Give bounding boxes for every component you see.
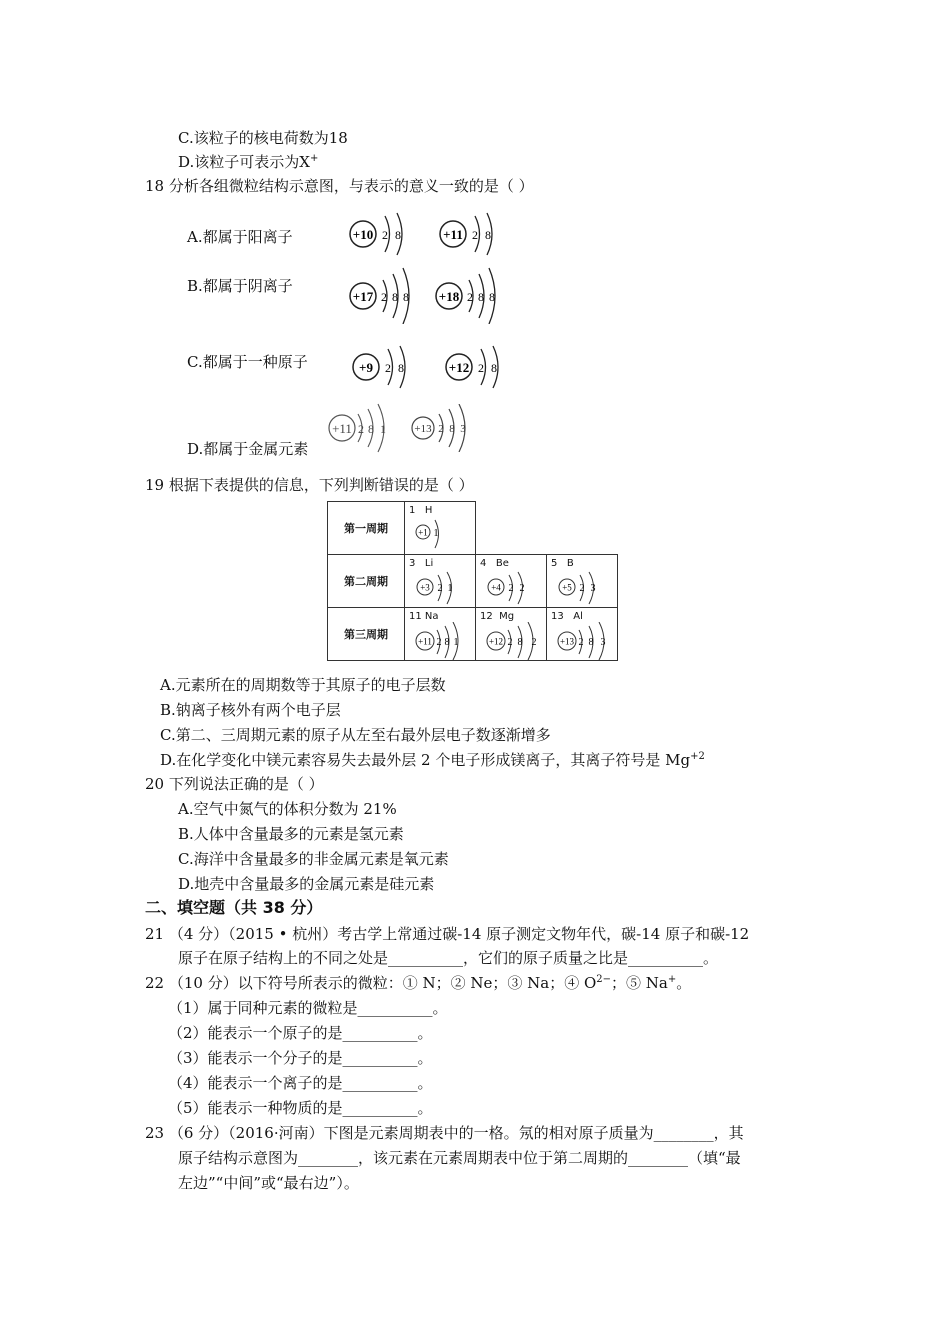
shell-electrons: 8 <box>588 637 594 648</box>
shell-electrons: 8 <box>403 290 409 304</box>
atom-diagram <box>415 622 477 660</box>
atom-diagram <box>486 569 546 607</box>
nucleus-charge: +3 <box>420 582 430 593</box>
shell-electrons: 8 <box>489 290 495 304</box>
element-cell-li <box>405 555 476 608</box>
nucleus-charge: +12 <box>488 636 504 647</box>
nucleus-charge: +5 <box>562 582 572 593</box>
q23-line-2: 原子结构示意图为________，该元素在元素周期表中位于第二周期的________（填“最 <box>178 1149 741 1167</box>
atom-diagram <box>415 569 475 607</box>
q22-stem: 22 （10 分）以下符号所表示的微粒：① N；② Ne；③ Na；④ $O^{2-}$；⑤ Na+。 <box>145 974 692 992</box>
q22-item-5: （5）能表示一种物质的是__________。 <box>168 1099 433 1117</box>
shell-electrons: 2 <box>437 583 443 594</box>
q20-option-b: B.人体中含量最多的元素是氢元素 <box>178 825 404 843</box>
q18-c-atom-1-diagram <box>350 343 420 389</box>
shell-electrons: 3 <box>600 637 606 648</box>
nucleus-charge: +4 <box>491 582 501 593</box>
element-cell-h <box>405 502 476 555</box>
shell-electrons: 8 <box>478 290 484 304</box>
shell-electrons: 8 <box>368 422 374 436</box>
q20-stem: 20 下列说法正确的是（ ） <box>145 775 324 793</box>
element-cell-al <box>547 608 618 661</box>
element-symbol: Li <box>424 558 434 569</box>
shell-electrons: 2 <box>578 637 584 648</box>
nucleus-charge: +9 <box>359 360 373 375</box>
periodic-table-excerpt <box>327 501 618 661</box>
shell-electrons: 2 <box>472 228 478 242</box>
q23-line-3: 左边”“中间”或“最右边”）。 <box>178 1174 359 1192</box>
element-symbol: H <box>424 505 433 516</box>
shell-electrons: 1 <box>453 637 459 648</box>
q18-option-d-label: D.都属于金属元素 <box>187 440 309 458</box>
q22-item-1: （1）属于同种元素的微粒是__________。 <box>168 999 448 1017</box>
q19-option-a: A.元素所在的周期数等于其原子的电子层数 <box>160 676 446 694</box>
table-row <box>328 555 618 608</box>
atomic-number: 5 <box>551 558 558 569</box>
q18-b-atom-2-diagram <box>433 266 513 324</box>
q18-a-atom-2-diagram <box>437 210 507 256</box>
element-symbol: Be <box>495 558 509 569</box>
atom-diagram <box>415 516 475 554</box>
nucleus-charge: +18 <box>438 289 460 304</box>
q18-d-atom-1-diagram <box>326 402 406 454</box>
q18-c-atom-2-diagram <box>443 343 513 389</box>
nucleus-charge: +17 <box>352 289 374 304</box>
q19-option-b: B.钠离子核外有两个电子层 <box>160 701 341 719</box>
atomic-number: 12 <box>480 611 493 622</box>
q20-option-a: A.空气中氮气的体积分数为 21% <box>178 800 397 818</box>
atomic-number: 3 <box>409 558 416 569</box>
shell-electrons: 3 <box>590 583 596 594</box>
nucleus-charge: +13 <box>559 636 575 647</box>
atom-diagram <box>557 622 619 660</box>
nucleus-charge: +12 <box>448 360 470 375</box>
atom-diagram <box>557 569 617 607</box>
nucleus-charge: +13 <box>414 423 432 435</box>
nucleus-charge: +11 <box>418 636 432 647</box>
atom-diagram <box>486 622 548 660</box>
shell-electrons: 8 <box>392 290 398 304</box>
q19-option-d: D.在化学变化中镁元素容易失去最外层 2 个电子形成镁离子，其离子符号是 $Mg^{+2}$ <box>160 751 705 769</box>
shell-electrons: 2 <box>507 637 513 648</box>
table-row <box>328 608 618 661</box>
shell-electrons: 2 <box>382 228 388 242</box>
period-label: 第二周期 <box>328 555 405 608</box>
element-symbol: Mg <box>499 611 515 622</box>
shell-electrons: 8 <box>485 228 491 242</box>
shell-electrons: 8 <box>491 361 497 375</box>
q18-option-c-label: C.都属于一种原子 <box>187 353 308 371</box>
q18-a-atom-1-diagram <box>347 210 417 256</box>
q23-line-1: 23 （6 分）（2016·河南）下图是元素周期表中的一格。氖的相对原子质量为________，其 <box>145 1124 744 1142</box>
period-label: 第三周期 <box>328 608 405 661</box>
shell-electrons: 1 <box>433 528 439 539</box>
q22-item-3: （3）能表示一个分子的是__________。 <box>168 1049 433 1067</box>
element-cell-be <box>476 555 547 608</box>
q21-line-1: 21 （4 分）（2015 • 杭州）考古学上常通过碳-14 原子测定文物年代，碳-14 原子和碳-12 <box>145 925 750 943</box>
shell-electrons: 1 <box>447 583 453 594</box>
q18-b-atom-1-diagram <box>347 266 427 324</box>
shell-electrons: 1 <box>380 422 386 436</box>
section-heading: 二、填空题（共 38 分） <box>145 898 323 917</box>
shell-electrons: 2 <box>381 290 387 304</box>
element-cell-na <box>405 608 476 661</box>
atomic-number: 1 <box>409 505 416 516</box>
q22-item-4: （4）能表示一个离子的是__________。 <box>168 1074 433 1092</box>
shell-electrons: 2 <box>438 423 444 435</box>
atomic-number: 13 <box>551 611 564 622</box>
shell-electrons: 3 <box>460 423 466 435</box>
q18-d-atom-2-diagram <box>409 404 479 452</box>
atomic-number: 4 <box>480 558 487 569</box>
shell-electrons: 2 <box>478 361 484 375</box>
nucleus-charge: +11 <box>443 227 463 242</box>
shell-electrons: 2 <box>385 361 391 375</box>
element-cell-mg <box>476 608 547 661</box>
shell-electrons: 2 <box>508 583 514 594</box>
table-row <box>328 502 618 555</box>
q17-option-c: C.该粒子的核电荷数为18 <box>178 129 348 147</box>
q18-option-b-label: B.都属于阴离子 <box>187 277 293 295</box>
shell-electrons: 2 <box>519 583 525 594</box>
element-symbol: Al <box>573 611 583 622</box>
shell-electrons: 8 <box>449 423 455 435</box>
q17-option-d: D.该粒子可表示为X+ <box>178 153 319 171</box>
nucleus-charge: +1 <box>418 527 428 538</box>
q20-option-d: D.地壳中含量最多的金属元素是硅元素 <box>178 875 435 893</box>
q22-item-2: （2）能表示一个原子的是__________。 <box>168 1024 433 1042</box>
q19-option-c: C.第二、三周期元素的原子从左至右最外层电子数逐渐增多 <box>160 726 551 744</box>
q19-stem: 19 根据下表提供的信息，下列判断错误的是（ ） <box>145 476 474 494</box>
nucleus-charge: +10 <box>352 227 374 242</box>
q18-option-a-label: A.都属于阳离子 <box>187 228 293 246</box>
atomic-number: 11 <box>409 611 422 622</box>
period-label: 第一周期 <box>328 502 405 555</box>
shell-electrons: 8 <box>444 637 450 648</box>
shell-electrons: 2 <box>436 637 442 648</box>
q18-stem: 18 分析各组微粒结构示意图，与表示的意义一致的是（ ） <box>145 177 534 195</box>
element-cell-b <box>547 555 618 608</box>
shell-electrons: 8 <box>517 637 523 648</box>
shell-electrons: 2 <box>531 637 537 648</box>
shell-electrons: 2 <box>579 583 585 594</box>
element-symbol: Na <box>424 611 439 622</box>
q21-line-2: 原子在原子结构上的不同之处是__________，它们的原子质量之比是__________。 <box>178 949 719 967</box>
element-symbol: B <box>566 558 574 569</box>
shell-electrons: 2 <box>467 290 473 304</box>
q20-option-c: C.海洋中含量最多的非金属元素是氧元素 <box>178 850 449 868</box>
shell-electrons: 8 <box>395 228 401 242</box>
shell-electrons: 2 <box>358 422 364 436</box>
nucleus-charge: +11 <box>332 421 352 436</box>
shell-electrons: 8 <box>398 361 404 375</box>
